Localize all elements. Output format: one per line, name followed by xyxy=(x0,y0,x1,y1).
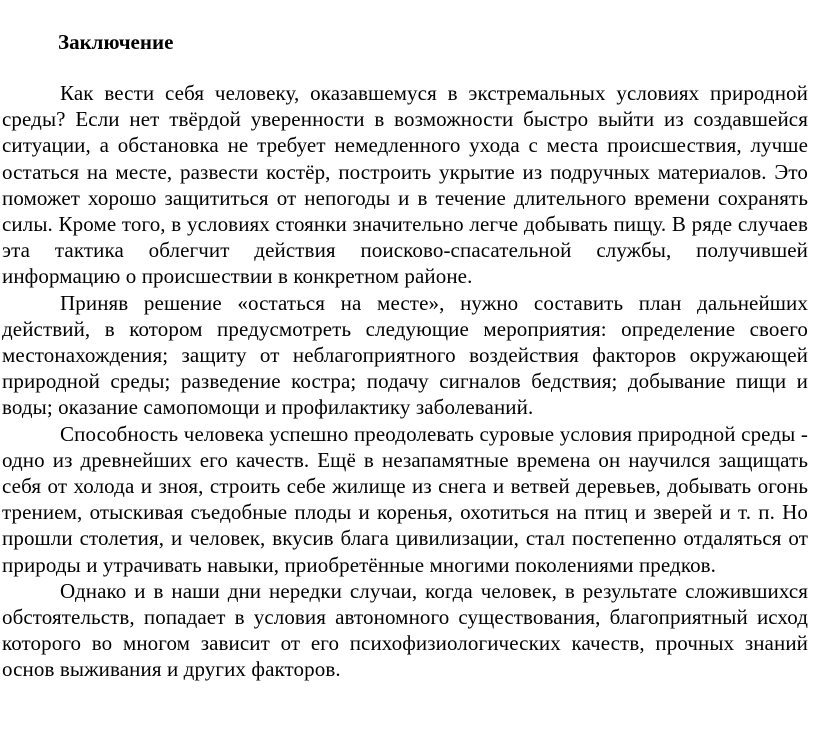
paragraph-4: Однако и в наши дни нередки случаи, когда человек, в результате сложившихся обстоятельств, попадает в условия автономного существования, благоприятный исход которого во многом зависит от его психофизиологических качеств, прочных знаний основ выживания и других факторов. xyxy=(2,578,808,682)
document-heading: Заключение xyxy=(58,30,174,54)
paragraph-1: Как вести себя человеку, оказавшемуся в экстремальных условиях природной среды? Если нет твёрдой уверенности в возможности быстро выйти из создавшейся ситуации, а обстановка не требует немедленного ухода с места происшествия, лучше остаться на месте, развести костёр, построить укрытие из подручных материалов. Это поможет хорошо защититься от непогоды и в течение длительного времени сохранять силы. Кроме того, в условиях стоянки значительно легче добывать пищу. В ряде случаев эта тактика облегчит действия поисково-спасательной службы, получившей информацию о происшествии в конкретном районе. xyxy=(2,81,808,289)
heading-spacer xyxy=(2,57,808,80)
paragraph-2: Приняв решение «остаться на месте», нужно составить план дальнейших действий, в котором предусмотреть следующие мероприятия: определение своего местонахождения; защиту от неблагоприятного воздействия факторов окружающей природной среды; разведение костра; подачу сигналов бедствия; добывание пищи и воды; оказание самопомощи и профилактику заболеваний. xyxy=(2,290,808,420)
paragraph-3: Способность человека успешно преодолевать суровые условия природной среды - одно из древнейших его качеств. Ещё в незапамятные времена он научился защищать себя от холода и зноя, строить себе жилище из снега и ветвей деревьев, добывать огонь трением, отыскивая съедобные плоды и коренья, охотиться на птиц и зверей и т. п. Но прошли столетия, и человек, вкусив блага цивилизации, стал постепенно отдаляться от природы и утрачивать навыки, приобретённые многими поколениями предков. xyxy=(2,421,808,577)
